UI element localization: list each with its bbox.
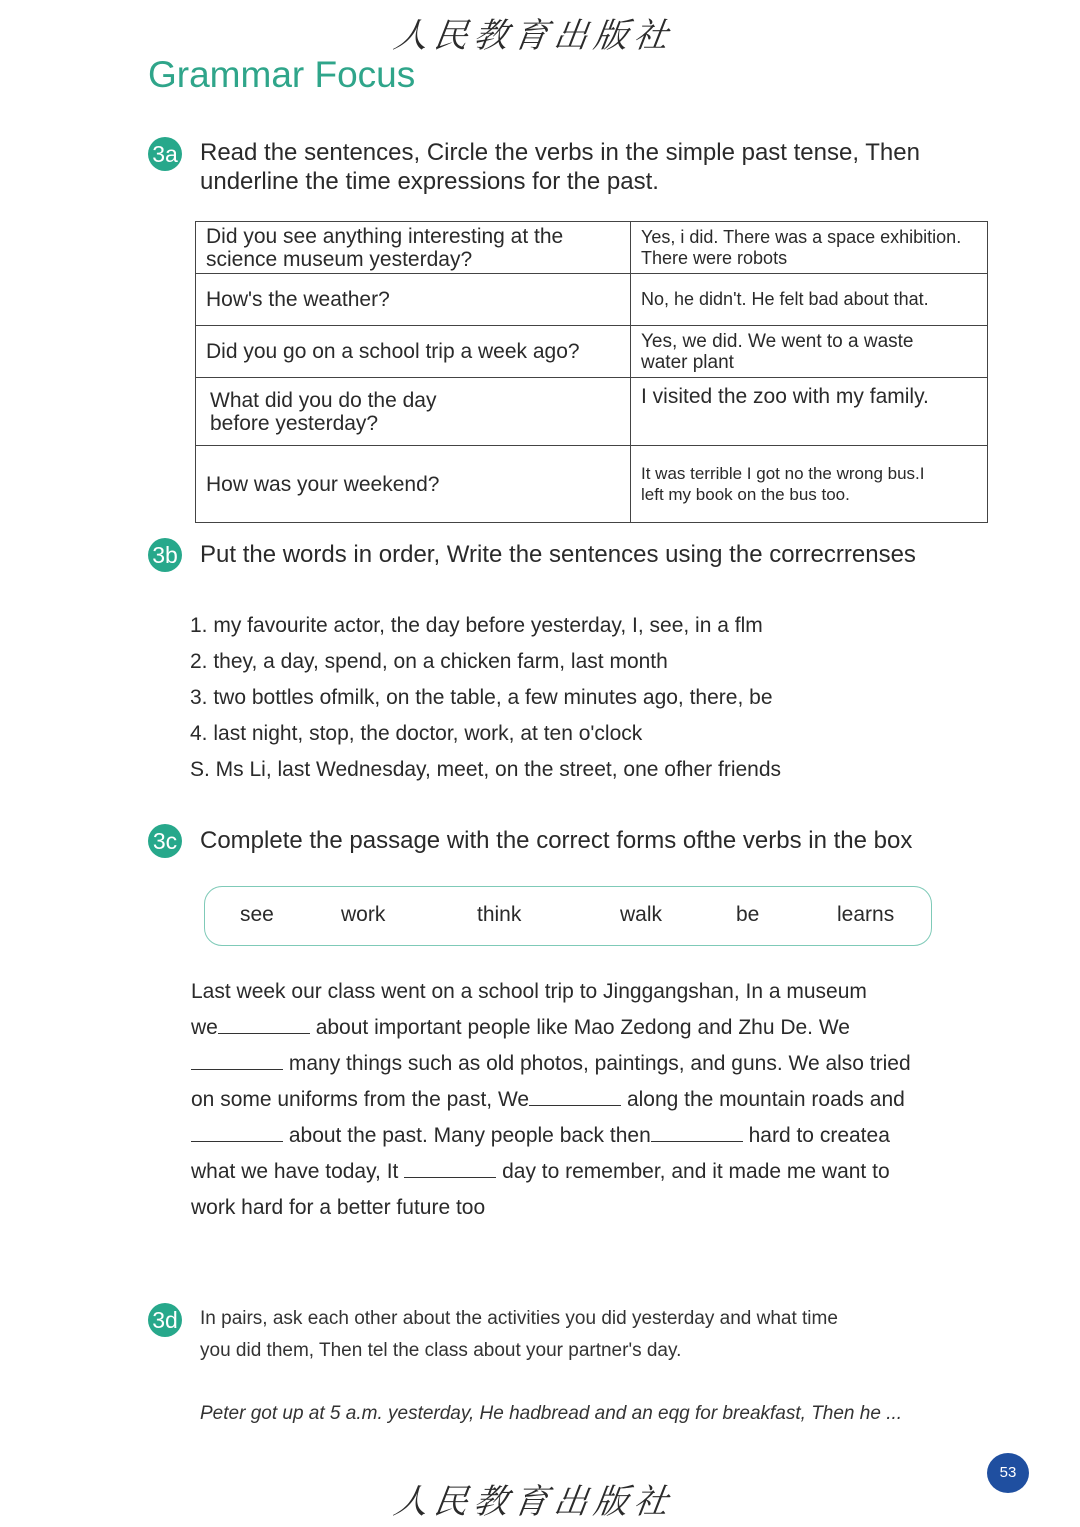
word-box-item: work	[341, 903, 386, 926]
answer-text: There were robots	[641, 247, 788, 268]
answer-text: Yes, i did. There was a space exhibition.	[641, 226, 962, 247]
example-sentence: Peter got up at 5 a.m. yesterday, He hadbread and an eqg for breakfast, Then he ...	[200, 1403, 903, 1424]
blank-1[interactable]	[218, 1015, 310, 1034]
blank-4[interactable]	[191, 1123, 283, 1142]
passage-line: Last week our class went on a school trip to Jinggangshan, In a museum	[191, 980, 867, 1003]
publisher-logo-bottom: 人民教育出版社	[391, 1482, 677, 1522]
passage-text: along the mountain roads and	[626, 1088, 905, 1111]
instruction-3d-line2: you did them, Then tel the class about your partner's day.	[200, 1340, 682, 1361]
list-item: 4. last night, stop, the doctor, work, at ten o'clock	[190, 722, 643, 745]
instruction-3c: Complete the passage with the correct forms ofthe verbs in the box	[200, 827, 913, 854]
instruction-3b: Put the words in order, Write the sentences using the correcrrenses	[200, 541, 916, 568]
instruction-3d	[200, 1303, 838, 1367]
instruction-3d-line1: In pairs, ask each other about the activities you did yesterday and what time	[200, 1308, 838, 1329]
passage-text: about important people like Mao Zedong and Zhu De. We	[315, 1016, 850, 1039]
passage-line	[191, 1046, 991, 1082]
word-box-item: think	[477, 903, 522, 926]
passage-text: day to remember, and it made me want to	[502, 1160, 890, 1183]
answer-text: Yes, we did. We went to a waste	[641, 330, 914, 352]
answer-text: left my book on the bus too.	[641, 485, 850, 504]
instruction-3a-line1: Read the sentences, Circle the verbs in the simple past tense, Then	[200, 139, 920, 166]
question-cell	[196, 326, 631, 378]
list-item: 1. my favourite actor, the day before yesterday, I, see, in a flm	[190, 614, 763, 637]
passage-line: work hard for a better future too	[191, 1196, 486, 1219]
answer-cell	[631, 446, 988, 523]
answer-text: No, he didn't. He felt bad about that.	[641, 289, 929, 309]
passage-text: hard to createa	[748, 1124, 890, 1147]
passage-line	[191, 1010, 991, 1046]
table-row	[196, 222, 988, 274]
table-row	[196, 274, 988, 326]
badge-3b: 3b	[148, 538, 182, 572]
answer-cell	[631, 222, 988, 274]
passage-line	[191, 1154, 991, 1190]
blank-5[interactable]	[651, 1123, 743, 1142]
table-row	[196, 378, 988, 446]
word-box-item: walk	[620, 903, 663, 926]
question-text: before yesterday?	[210, 411, 379, 435]
question-text: science museum yesterday?	[206, 247, 473, 271]
passage-text: many things such as old photos, paintings, and guns. We also tried	[288, 1052, 911, 1075]
passage-text: about the past. Many people back then	[288, 1124, 651, 1147]
word-box	[204, 886, 932, 946]
answer-cell	[631, 326, 988, 378]
table-row	[196, 326, 988, 378]
list-item: 3. two bottles ofmilk, on the table, a few minutes ago, there, be	[190, 686, 773, 709]
answer-cell	[631, 378, 988, 446]
question-text: How was your weekend?	[206, 472, 440, 496]
passage-text: on some uniforms from the past, We	[191, 1088, 530, 1111]
question-cell	[196, 274, 631, 326]
table-row	[196, 446, 988, 523]
word-box-item: see	[240, 903, 274, 926]
word-box-item: be	[736, 903, 760, 926]
ordering-list	[190, 608, 781, 788]
publisher-logo-top: 人民教育出版社	[391, 16, 677, 56]
question-cell	[196, 222, 631, 274]
question-cell	[196, 446, 631, 523]
question-text: How's the weather?	[206, 288, 390, 311]
word-box-item: learns	[837, 903, 895, 926]
badge-3a: 3a	[148, 137, 182, 171]
blank-3[interactable]	[529, 1087, 621, 1106]
badge-3d: 3d	[148, 1303, 182, 1337]
passage-text: we	[191, 1016, 218, 1039]
dialogue-table	[195, 221, 988, 523]
answer-cell	[631, 274, 988, 326]
question-text: What did you do the day	[210, 388, 437, 412]
cloze-passage	[191, 974, 991, 1226]
question-cell	[196, 378, 631, 446]
list-item: S. Ms Li, last Wednesday, meet, on the street, one ofher friends	[190, 758, 782, 781]
passage-line	[191, 1118, 991, 1154]
page-number-badge: 53	[987, 1453, 1029, 1493]
passage-line	[191, 1082, 991, 1118]
question-text: Did you go on a school trip a week ago?	[206, 340, 580, 363]
instruction-3a	[200, 138, 920, 196]
answer-text: I visited the zoo with my family.	[641, 385, 929, 408]
badge-3c: 3c	[148, 824, 182, 858]
blank-2[interactable]	[191, 1051, 283, 1070]
answer-text: water plant	[641, 351, 734, 373]
page-title: Grammar Focus	[148, 54, 416, 95]
instruction-3a-line2: underline the time expressions for the past.	[200, 168, 659, 195]
passage-text: what we have today, It	[191, 1160, 399, 1183]
answer-text: It was terrible I got no the wrong bus.I	[641, 464, 925, 483]
question-text: Did you see anything interesting at the	[206, 224, 564, 248]
list-item: 2. they, a day, spend, on a chicken farm, last month	[190, 650, 668, 673]
blank-6[interactable]	[404, 1159, 496, 1178]
